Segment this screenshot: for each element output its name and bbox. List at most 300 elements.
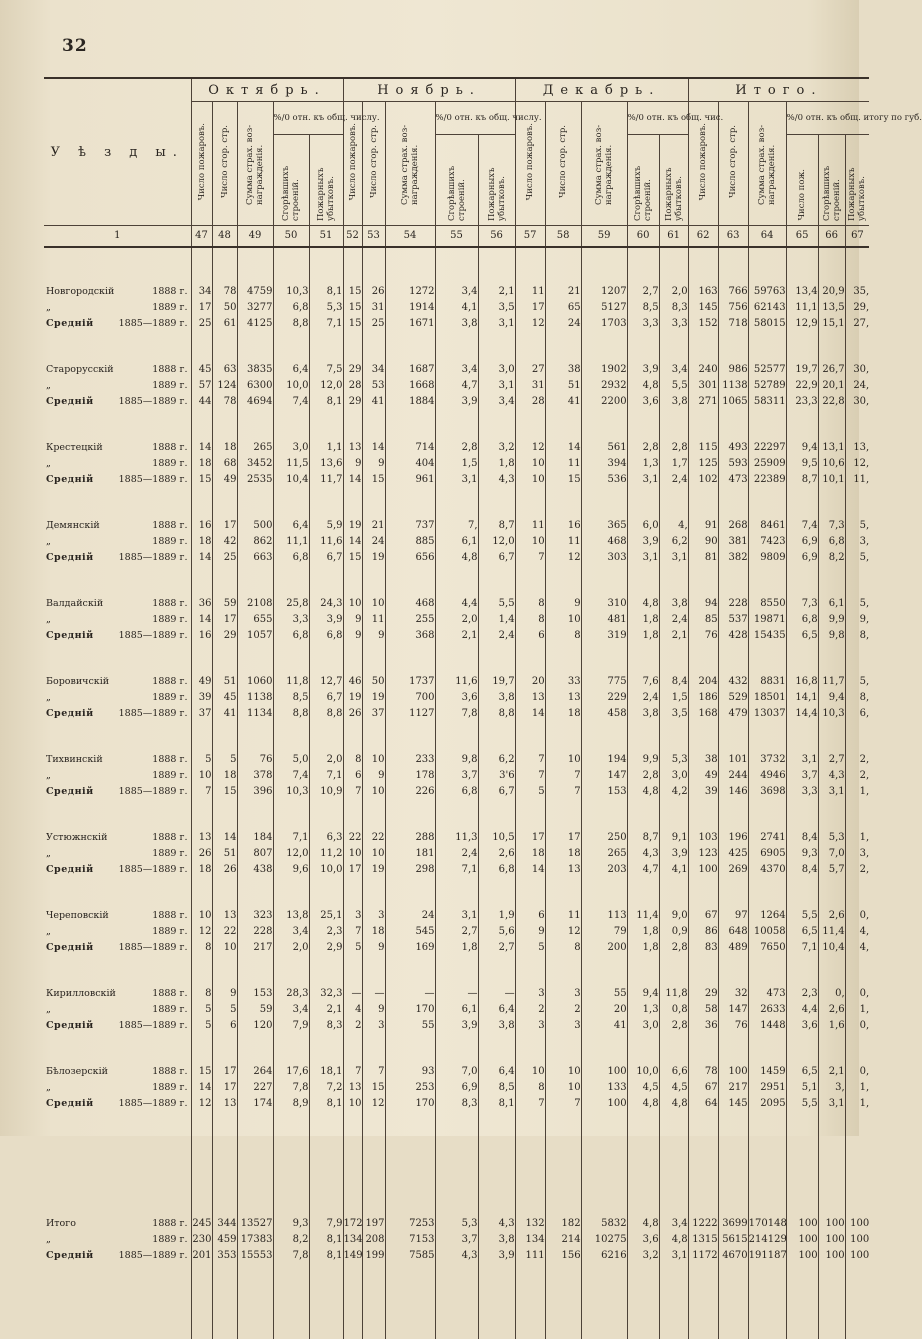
row-year: 1889 г. [152,692,188,704]
data-cell: 16,8 [786,674,818,690]
column-number: 54 [385,226,435,248]
data-cell: 2,1 [659,628,688,644]
row-label [46,553,191,563]
data-cell: 404 [385,456,435,472]
data-cell: 85 [688,612,718,628]
data-cell: 11,6 [309,534,343,550]
data-cell: 4,5 [627,1080,659,1096]
data-cell: 204 [688,674,718,690]
data-cell: 766 [718,284,748,300]
data-cell: 6,1 [818,596,845,612]
data-cell: 9,1 [659,830,688,846]
data-cell: 91 [688,518,718,534]
district-name: Кирилловскій [46,988,116,1000]
data-cell: 3,3 [273,612,309,628]
data-cell: 3 [545,1018,581,1034]
data-cell: 7,1 [786,940,818,956]
data-cell: 100 [818,1232,845,1248]
data-cell: 593 [718,456,748,472]
row-type-label: „ [46,380,51,392]
data-cell: 59 [212,596,237,612]
data-cell: 7,8 [273,1080,309,1096]
data-cell: 10 [343,1096,362,1112]
data-cell: 19 [362,690,385,706]
data-cell: 775 [581,674,627,690]
table-row [44,1232,869,1248]
data-cell: 12 [515,316,545,332]
data-cell: 3,3 [659,316,688,332]
data-cell: 656 [385,550,435,566]
data-cell: 2,8 [435,440,478,456]
data-cell: 1,4 [478,612,515,628]
data-cell: 7 [362,1064,385,1080]
row-type-label: „ [46,1082,51,1094]
data-cell: 2951 [748,1080,786,1096]
data-cell: 319 [581,628,627,644]
data-cell: 4 [343,1002,362,1018]
row-type-label: Средній [46,1250,94,1262]
data-cell: 28 [515,394,545,410]
data-cell: 17383 [237,1232,273,1248]
table-row [44,316,869,332]
data-cell: 1222 [688,1216,718,1232]
row-label [46,319,191,329]
data-cell: 17 [212,1080,237,1096]
data-cell: 1,5 [659,690,688,706]
row-year: 1889 г. [152,614,188,626]
data-cell: 301 [688,378,718,394]
data-cell: 244 [718,768,748,784]
data-cell: 4,1 [659,862,688,878]
data-cell: 1138 [718,378,748,394]
data-cell: 100 [818,1216,845,1232]
data-cell: 3,1 [627,472,659,488]
data-cell: 200 [581,940,627,956]
data-cell: 3,1 [478,378,515,394]
table-row [44,752,869,768]
data-cell: 39 [191,690,212,706]
data-cell: 8 [343,752,362,768]
data-cell: 22389 [748,472,786,488]
data-cell: 396 [237,784,273,800]
data-cell: 6,8 [478,862,515,878]
data-cell: 2,8 [627,440,659,456]
table-row [44,362,869,378]
spacer-row [44,956,869,986]
district-label-cell [44,1096,191,1112]
data-cell: 2,1 [478,284,515,300]
data-cell: 15553 [237,1248,273,1264]
data-cell: 481 [581,612,627,628]
pct-header-october: %/0 отн. къ общ. числу. [273,102,343,135]
data-cell: 2108 [237,596,273,612]
data-cell: 11,4 [818,924,845,940]
data-cell: 1914 [385,300,435,316]
data-cell: 6,7 [309,550,343,566]
data-cell: 168 [688,706,718,722]
data-cell: 15 [191,1064,212,1080]
spacer-row [44,1034,869,1064]
data-cell: 11 [362,612,385,628]
data-cell: 7 [515,768,545,784]
table-row [44,284,869,300]
row-label [46,1067,191,1077]
col-header-burned-buildings: Число сгор. стр. [219,125,230,198]
col-header-insurance-sum: Сумма страх. воз- награжденія. [594,124,615,205]
data-cell: 9 [212,986,237,1002]
data-cell: 170 [385,1096,435,1112]
district-label-cell [44,986,191,1002]
data-cell: 24, [853,380,870,391]
data-cell: 10 [362,846,385,862]
col-header-burned-buildings: Число сгор. стр. [368,125,379,198]
data-cell: 3, [859,848,870,859]
data-cell: 5615 [718,1232,748,1248]
data-cell: 12 [545,924,581,940]
table-row [44,628,869,644]
data-cell: 5,3 [309,300,343,316]
data-cell: 63 [212,362,237,378]
data-cell: 1687 [385,362,435,378]
data-cell: 3,1 [818,1096,845,1112]
data-cell: 2,7 [478,940,515,956]
data-cell: 1,8 [478,456,515,472]
table-header [44,78,922,247]
data-cell: 5 [191,1002,212,1018]
data-cell: 8,9 [273,1096,309,1112]
data-cell: 265 [237,440,273,456]
data-cell: 7,6 [627,674,659,690]
data-cell: 3,1 [659,1248,688,1264]
table-row [44,830,869,846]
month-header-october: Октябрь. [191,78,343,102]
data-cell: 1703 [581,316,627,332]
data-cell: 14 [545,440,581,456]
data-cell: — [478,986,515,1002]
data-cell: 1671 [385,316,435,332]
spacer-row [44,332,869,362]
row-year: 1888 г. [152,676,188,688]
data-cell: 18 [191,456,212,472]
data-cell: 10 [515,534,545,550]
data-cell: 10 [362,596,385,612]
data-cell: 4,3 [435,1248,478,1264]
district-label-cell [44,456,191,472]
data-cell: 10275 [581,1232,627,1248]
data-cell: 14 [362,440,385,456]
data-cell: 4946 [748,768,786,784]
data-cell: 4, [659,518,688,534]
data-cell: 100 [786,1216,818,1232]
data-cell: 6,5 [786,1064,818,1080]
data-cell: 3,1 [627,550,659,566]
row-label [46,599,191,609]
data-cell: 8,8 [478,706,515,722]
district-name: Боровичскій [46,676,110,688]
row-year: 1885—1889 г. [118,1098,188,1110]
data-cell: 8,2 [273,1232,309,1248]
data-cell: 81 [688,550,718,566]
data-cell: 10 [545,1064,581,1080]
data-cell: 7,1 [273,830,309,846]
district-name: Новгородскій [46,286,115,298]
data-cell: 2, [859,864,870,875]
row-type-label: „ [46,302,51,314]
data-cell: 13 [545,690,581,706]
data-cell: 197 [362,1216,385,1232]
data-cell: 6,8 [273,550,309,566]
data-cell: 10 [191,908,212,924]
data-cell: 3 [515,1018,545,1034]
row-type-label: „ [46,614,51,626]
data-cell: 4,8 [627,1216,659,1232]
data-cell: 182 [545,1216,581,1232]
data-cell: 4,8 [627,378,659,394]
district-name: Крестецкій [46,442,103,454]
data-cell: 100 [718,1064,748,1080]
data-cell: 10,0 [309,862,343,878]
row-year: 1885—1889 г. [118,786,188,798]
row-label [46,365,191,375]
data-cell: 65 [545,300,581,316]
data-cell: 1272 [385,284,435,300]
data-cell: 265 [581,846,627,862]
data-cell: 19 [362,862,385,878]
data-cell: 103 [688,830,718,846]
data-cell: 489 [718,940,748,956]
data-cell: 2,3 [786,986,818,1002]
row-label [46,755,191,765]
data-cell: 378 [237,768,273,784]
data-cell: 2 [515,1002,545,1018]
data-cell: 123 [688,846,718,862]
data-cell: 17 [212,612,237,628]
data-cell: 756 [718,300,748,316]
data-cell: 2,7 [818,752,845,768]
data-cell: 5,7 [818,862,845,878]
data-cell: 18 [191,862,212,878]
data-cell: 12,9 [786,316,818,332]
district-label-cell [44,924,191,940]
data-cell: 25,1 [309,908,343,924]
data-cell: 2,7 [435,924,478,940]
col-header-pct-buildings: Сгорѣвшихъ строеній. [821,165,842,221]
data-cell: 7,0 [435,1064,478,1080]
row-label [46,537,191,547]
data-cell: 8,7 [478,518,515,534]
data-cell: 18 [515,846,545,862]
data-cell: 271 [688,394,718,410]
data-cell: 885 [385,534,435,550]
data-cell: 9,3 [273,1216,309,1232]
row-year: 1888 г. [152,598,188,610]
data-cell: 10 [212,940,237,956]
data-cell: 10,9 [309,784,343,800]
data-cell: 29 [212,628,237,644]
data-cell: 214129 [748,1232,786,1248]
page-number: 32 [62,36,88,56]
data-cell: 18 [212,768,237,784]
row-label [46,693,191,703]
data-cell: 31 [362,300,385,316]
data-cell: 12,0 [309,378,343,394]
district-column-header: У ѣ з д ы. [44,78,191,226]
data-cell: 124 [212,378,237,394]
data-cell: 3,8 [478,690,515,706]
data-cell: 7 [343,784,362,800]
data-cell: 1448 [748,1018,786,1034]
data-cell: 6300 [237,378,273,394]
data-cell: 52577 [748,362,786,378]
data-cell: 1057 [237,628,273,644]
data-cell: — [385,986,435,1002]
row-year: 1885—1889 г. [118,474,188,486]
data-cell: 24 [362,534,385,550]
data-cell: 7 [515,1096,545,1112]
data-cell: 468 [581,534,627,550]
data-cell: 240 [688,362,718,378]
data-cell: 228 [718,596,748,612]
data-cell: 83 [688,940,718,956]
data-cell: 20,1 [818,378,845,394]
data-cell: 3,9 [478,1248,515,1264]
data-cell: 545 [385,924,435,940]
data-cell: 8 [515,1080,545,1096]
row-type-label: Средній [46,630,94,642]
row-label [46,1083,191,1093]
data-cell: 1,8 [627,628,659,644]
district-label-cell [44,908,191,924]
data-cell: 4,3 [818,768,845,784]
col-header-fires: Число пожаровъ. [525,122,536,201]
data-cell: 9,9 [818,612,845,628]
data-cell: 2200 [581,394,627,410]
table-row [44,612,869,628]
data-cell: 12,0 [478,534,515,550]
data-cell: 32,3 [309,986,343,1002]
data-cell: 6,8 [273,300,309,316]
data-cell: 172 [343,1216,362,1232]
district-label-cell [44,830,191,846]
data-cell: 428 [718,628,748,644]
data-cell: 6 [343,768,362,784]
row-label [46,787,191,797]
district-label-cell [44,768,191,784]
data-cell: 3,8 [659,596,688,612]
data-cell: 6,0 [627,518,659,534]
data-cell: 14 [191,612,212,628]
data-cell: 2,4 [435,846,478,862]
row-type-label: „ [46,926,51,938]
data-cell: 25 [212,550,237,566]
table-row [44,534,869,550]
data-cell: 6,2 [659,534,688,550]
district-label-cell [44,362,191,378]
district-name: Старорусскій [46,364,114,376]
data-cell: 233 [385,752,435,768]
data-cell: 425 [718,846,748,862]
data-cell: 3,9 [627,534,659,550]
data-cell: 17 [212,518,237,534]
row-label [46,911,191,921]
row-label [46,989,191,999]
data-cell: 3,8 [659,394,688,410]
data-cell: 5 [191,1018,212,1034]
data-cell: 15 [362,1080,385,1096]
row-year: 1888 г. [152,364,188,376]
data-cell: 1, [859,1082,870,1093]
row-label [46,1099,191,1109]
data-cell: 479 [718,706,748,722]
column-number: 61 [659,226,688,248]
data-cell: 11,6 [435,674,478,690]
data-cell: 39 [688,784,718,800]
data-cell: 19 [362,550,385,566]
spacer-row [44,878,869,908]
data-cell: 4694 [237,394,273,410]
data-cell: 1,3 [627,1002,659,1018]
data-cell: 8,1 [309,394,343,410]
row-year: 1889 г. [152,1004,188,1016]
data-cell: 1459 [748,1064,786,1080]
row-year: 1888 г. [152,1066,188,1078]
table-row [44,1018,869,1034]
data-cell: 6905 [748,846,786,862]
data-cell: 6,7 [478,550,515,566]
data-cell: 10 [515,472,545,488]
data-cell: 7,1 [435,862,478,878]
data-cell: 4,7 [627,862,659,878]
data-cell: 7,0 [818,846,845,862]
data-cell: 100 [818,1248,845,1264]
data-cell: 57 [191,378,212,394]
table-row [44,440,869,456]
row-label [46,1021,191,1031]
data-cell: 648 [718,924,748,940]
data-cell: 186 [688,690,718,706]
data-cell: 1065 [718,394,748,410]
data-cell: 14 [191,550,212,566]
data-cell: 17 [343,862,362,878]
data-cell: 120 [237,1018,273,1034]
district-label-cell [44,940,191,956]
row-year: 1885—1889 г. [118,1020,188,1032]
data-cell: 9, [859,614,870,625]
spacer-row [44,722,869,752]
data-cell: 2,1 [309,1002,343,1018]
data-cell: 194 [581,752,627,768]
data-cell: 3,7 [435,1232,478,1248]
data-cell: 67 [688,908,718,924]
data-cell: 170148 [748,1216,786,1232]
data-cell: 1,7 [659,456,688,472]
data-cell: 13 [191,830,212,846]
row-year: 1885—1889 г. [118,396,188,408]
col-header-fires: Число пожаровъ. [196,122,207,201]
data-cell: 11 [545,534,581,550]
data-cell: 1134 [237,706,273,722]
table-row [44,596,869,612]
data-cell: 17 [515,830,545,846]
data-cell: 1264 [748,908,786,924]
data-cell: 13,6 [309,456,343,472]
data-cell: 2,1 [818,1064,845,1080]
data-cell: 125 [688,456,718,472]
data-cell: 10,0 [627,1064,659,1080]
data-cell: 19871 [748,612,786,628]
district-label-cell [44,1216,191,1232]
data-cell: 529 [718,690,748,706]
